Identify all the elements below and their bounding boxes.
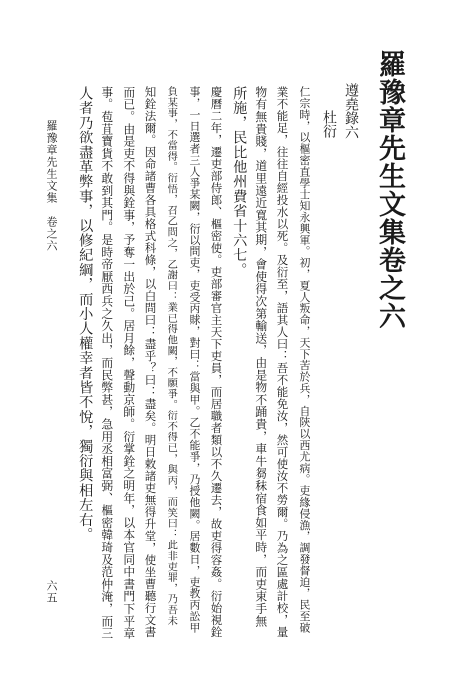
text-column: 業不能足，往往自經投水以死。及衍至，語其人曰：吾不能免汝，然可使汝不勞爾。乃為之區處計校，量 xyxy=(275,86,290,638)
text-column: 知銓法爾。因命諸曹各具格式科條，以白問曰：盡乎？曰：盡矣。明日敕諸吏無得升堂，使坐曹聽行文書 xyxy=(143,86,158,638)
section-title: 遵堯錄六 xyxy=(343,83,359,139)
text-column: 慶曆二年，遷吏部侍郎、樞密使。吏部審官主天下吏員，而居職者類以不久遷去，故吏得容姦。衍始視銓 xyxy=(209,86,224,638)
author-name: 杜衍 xyxy=(321,110,337,138)
text-column: 所施，民比他州費省十六七。 xyxy=(231,86,248,278)
volume-title: 羅豫章先生文集卷之六 xyxy=(374,50,405,330)
text-column: 而已。由是吏不得與銓事，予奪一出於己。居月餘，聲動京師。衍掌銓之明年，以本官同中書門下平章 xyxy=(121,86,136,640)
text-column: 事，一日選者三人爭某闕，衍以問吏，吏受丙賕，對曰：當與甲。乙不能爭，乃授他闕。居數日，吏教丙訟甲 xyxy=(187,86,201,634)
text-column: 負某事，不當得。衍悟，召乙問之，乙謝曰：業已得他闕，不願爭。衍不得已，與丙，而笑曰：此非吏罪，乃吾未 xyxy=(165,86,178,626)
margin-title: 羅豫章先生文集 卷之六 xyxy=(45,120,58,252)
text-column: 仁宗時，以樞密直學士知永興軍。初，夏人叛命，天下苦於兵，自陝以西尤病。吏緣侵漁，調發督迫，民至破 xyxy=(297,86,311,634)
text-column: 事。苞苴寶貨不敢到其門。是時帝厭西兵之久出，而民弊甚，急用丞相富弼、樞密韓琦及范仲淹，而三 xyxy=(99,86,114,640)
text-column: 人者乃欲盡革弊事，以修紀綱，而小人權幸者皆不悅，獨衍與相左右。 xyxy=(77,86,94,542)
text-column: 物有無貴賤，道里遠近寬其期，會使得次第輸送，由是物不踊貴，車牛芻秣宿食如平時，而吏束手無 xyxy=(253,86,268,628)
page-number: 六五 xyxy=(45,580,58,604)
